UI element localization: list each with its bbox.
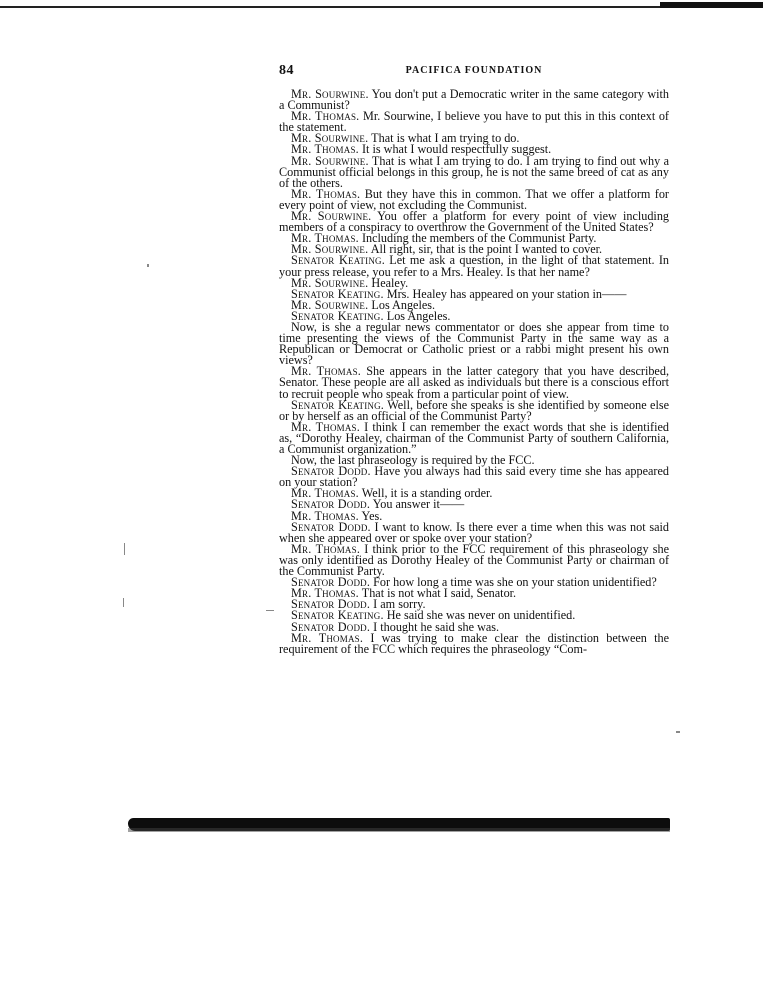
paragraph-text: I was trying to make clear the distinction between the requirement of the FCC which requires the phraseology “Com- bbox=[279, 630, 669, 656]
margin-mark bbox=[147, 264, 149, 267]
margin-mark bbox=[124, 543, 125, 555]
transcript-paragraph bbox=[279, 419, 669, 456]
paragraph-text: You answer it—— bbox=[370, 497, 465, 512]
speaker-name: Senator Keating. bbox=[291, 608, 384, 623]
paragraph-text: For how long a time was she on your station unidentified? bbox=[370, 575, 657, 590]
transcript-paragraph bbox=[279, 319, 669, 368]
transcript-paragraph bbox=[279, 186, 669, 212]
paragraph-text: I want to know. Is there ever a time when this was not said when she appeared over or spoke over your station? bbox=[279, 519, 669, 545]
paragraph-text: Now, the last phraseology is required by the FCC. bbox=[291, 453, 535, 468]
speaker-name: Senator Dodd. bbox=[291, 575, 371, 590]
paragraph-text: It is what I would respectfully suggest. bbox=[358, 142, 552, 157]
transcript-paragraph bbox=[279, 519, 669, 545]
speaker-name: Mr. Thomas. bbox=[291, 508, 359, 523]
speaker-name: Mr. Thomas. bbox=[291, 231, 359, 246]
paragraph-text: Well, it is a standing order. bbox=[358, 486, 493, 501]
paragraph-text: Have you always had this said every time she has appeared on your station? bbox=[279, 464, 669, 490]
transcript-paragraph bbox=[279, 466, 669, 488]
paragraph-text: That is not what I said, Senator. bbox=[358, 586, 517, 601]
speaker-name: Mr. Thomas. bbox=[291, 186, 361, 201]
speaker-name: Mr. Thomas. bbox=[291, 486, 359, 501]
speaker-name: Senator Dodd. bbox=[291, 464, 371, 479]
transcript-paragraph bbox=[279, 366, 669, 399]
transcript-paragraph bbox=[279, 541, 669, 579]
paragraph-text: That is what I am trying to do. bbox=[368, 131, 520, 146]
speaker-name: Mr. Sourwine. bbox=[291, 275, 369, 290]
margin-mark bbox=[266, 610, 274, 611]
speaker-name: Senator Dodd. bbox=[291, 519, 371, 534]
paragraph-text: That is what I am trying to do. I am trying to find out why a Communist official belongs in this group, he is not the same breed of cat as any of the others. bbox=[279, 153, 669, 190]
transcript-paragraph bbox=[279, 89, 669, 111]
speaker-name: Mr. Thomas. bbox=[291, 586, 359, 601]
paragraph-text: I am sorry. bbox=[370, 597, 426, 612]
speaker-name: Mr. Thomas. bbox=[291, 109, 360, 124]
speaker-name: Senator Keating. bbox=[291, 253, 385, 268]
paragraph-text: Mr. Sourwine, I believe you have to put this in this context of the statement. bbox=[279, 109, 669, 135]
speaker-name: Mr. Thomas. bbox=[291, 630, 364, 645]
speaker-name: Mr. Sourwine. bbox=[291, 87, 369, 101]
paragraph-text: She appears in the latter category that you have described, Senator. These people are all asked as individuals but there is a conscious effort to recruit people who speak from a particular point of view. bbox=[279, 364, 669, 401]
transcript-paragraph bbox=[279, 111, 669, 133]
transcript-paragraph bbox=[279, 153, 669, 190]
paragraph-text: He said she was never on unidentified. bbox=[383, 608, 576, 623]
speaker-name: Mr. Sourwine. bbox=[291, 297, 369, 312]
transcript-body bbox=[279, 89, 669, 655]
paragraph-text: Los Angeles. bbox=[368, 297, 436, 312]
speaker-name: Senator Keating. bbox=[291, 286, 384, 301]
transcript-paragraph bbox=[279, 211, 669, 233]
paragraph-text: Healey. bbox=[368, 275, 409, 290]
speaker-name: Senator Keating. bbox=[291, 308, 384, 323]
speaker-name: Senator Keating. bbox=[291, 397, 385, 412]
paragraph-text: Including the members of the Communist Party. bbox=[358, 231, 597, 246]
page-header bbox=[279, 63, 669, 81]
speaker-name: Mr. Thomas. bbox=[291, 364, 362, 379]
bottom-rule-shadow bbox=[128, 828, 670, 832]
paragraph-text: Well, before she speaks is she identified by someone else or by herself as an official of the Communist Party? bbox=[279, 397, 669, 423]
speaker-name: Senator Dodd. bbox=[291, 597, 371, 612]
transcript-paragraph bbox=[279, 630, 669, 656]
transcript-paragraph bbox=[279, 255, 669, 277]
margin-mark bbox=[676, 731, 680, 733]
paragraph-text: Mrs. Healey has appeared on your station in—— bbox=[383, 286, 627, 301]
paragraph-text: Now, is she a regular news commentator or does she appear from time to time presenting the views of the Communist Party in the same way as a Republican or Democrat or Catholic priest or a rabbi might present his own views? bbox=[279, 319, 669, 368]
speaker-name: Mr. Sourwine. bbox=[291, 153, 369, 168]
paragraph-text: You offer a platform for every point of view including members of a conspiracy to overthrow the Government of the United States? bbox=[279, 209, 670, 235]
paragraph-text: Let me ask a question, in the light of that statement. In your press release, you refer to a Mrs. Healey. Is that her name? bbox=[279, 253, 669, 279]
speaker-name: Mr. Thomas. bbox=[291, 419, 361, 434]
speaker-name: Mr. Sourwine. bbox=[291, 209, 372, 224]
running-head: PACIFICA FOUNDATION bbox=[405, 65, 543, 76]
paragraph-text: You don't put a Democratic writer in the same category with a Communist? bbox=[279, 87, 669, 113]
speaker-name: Mr. Sourwine. bbox=[291, 131, 369, 146]
speaker-name: Mr. Thomas. bbox=[291, 142, 359, 157]
speaker-name: Senator Dodd. bbox=[291, 497, 371, 512]
top-rule-thick bbox=[660, 2, 763, 8]
paragraph-text: But they have this in common. That we offer a platform for every point of view, not excluding the Communist. bbox=[279, 186, 669, 212]
paragraph-text: I think I can remember the exact words that she is identified as, “Dorothy Healey, chairman of the Communist Party of southern California, a Communist organization.” bbox=[279, 419, 669, 456]
paragraph-text: Yes. bbox=[358, 508, 383, 523]
top-rule bbox=[0, 0, 763, 8]
transcript-paragraph bbox=[279, 397, 669, 423]
speaker-name: Senator Dodd. bbox=[291, 619, 371, 634]
margin-mark bbox=[123, 598, 124, 607]
speaker-name: Mr. Sourwine. bbox=[291, 242, 369, 257]
paragraph-text: All right, sir, that is the point I wanted to cover. bbox=[368, 242, 603, 257]
page-number: 84 bbox=[279, 63, 294, 78]
paragraph-text: Los Angeles. bbox=[383, 308, 451, 323]
speaker-name: Mr. Thomas. bbox=[291, 541, 361, 556]
paragraph-text: I thought he said she was. bbox=[370, 619, 500, 634]
paragraph-text: I think prior to the FCC requirement of this phraseology she was only identified as Dorothy Healey of the Communist Party or chairman of the Communist Party. bbox=[279, 541, 669, 579]
